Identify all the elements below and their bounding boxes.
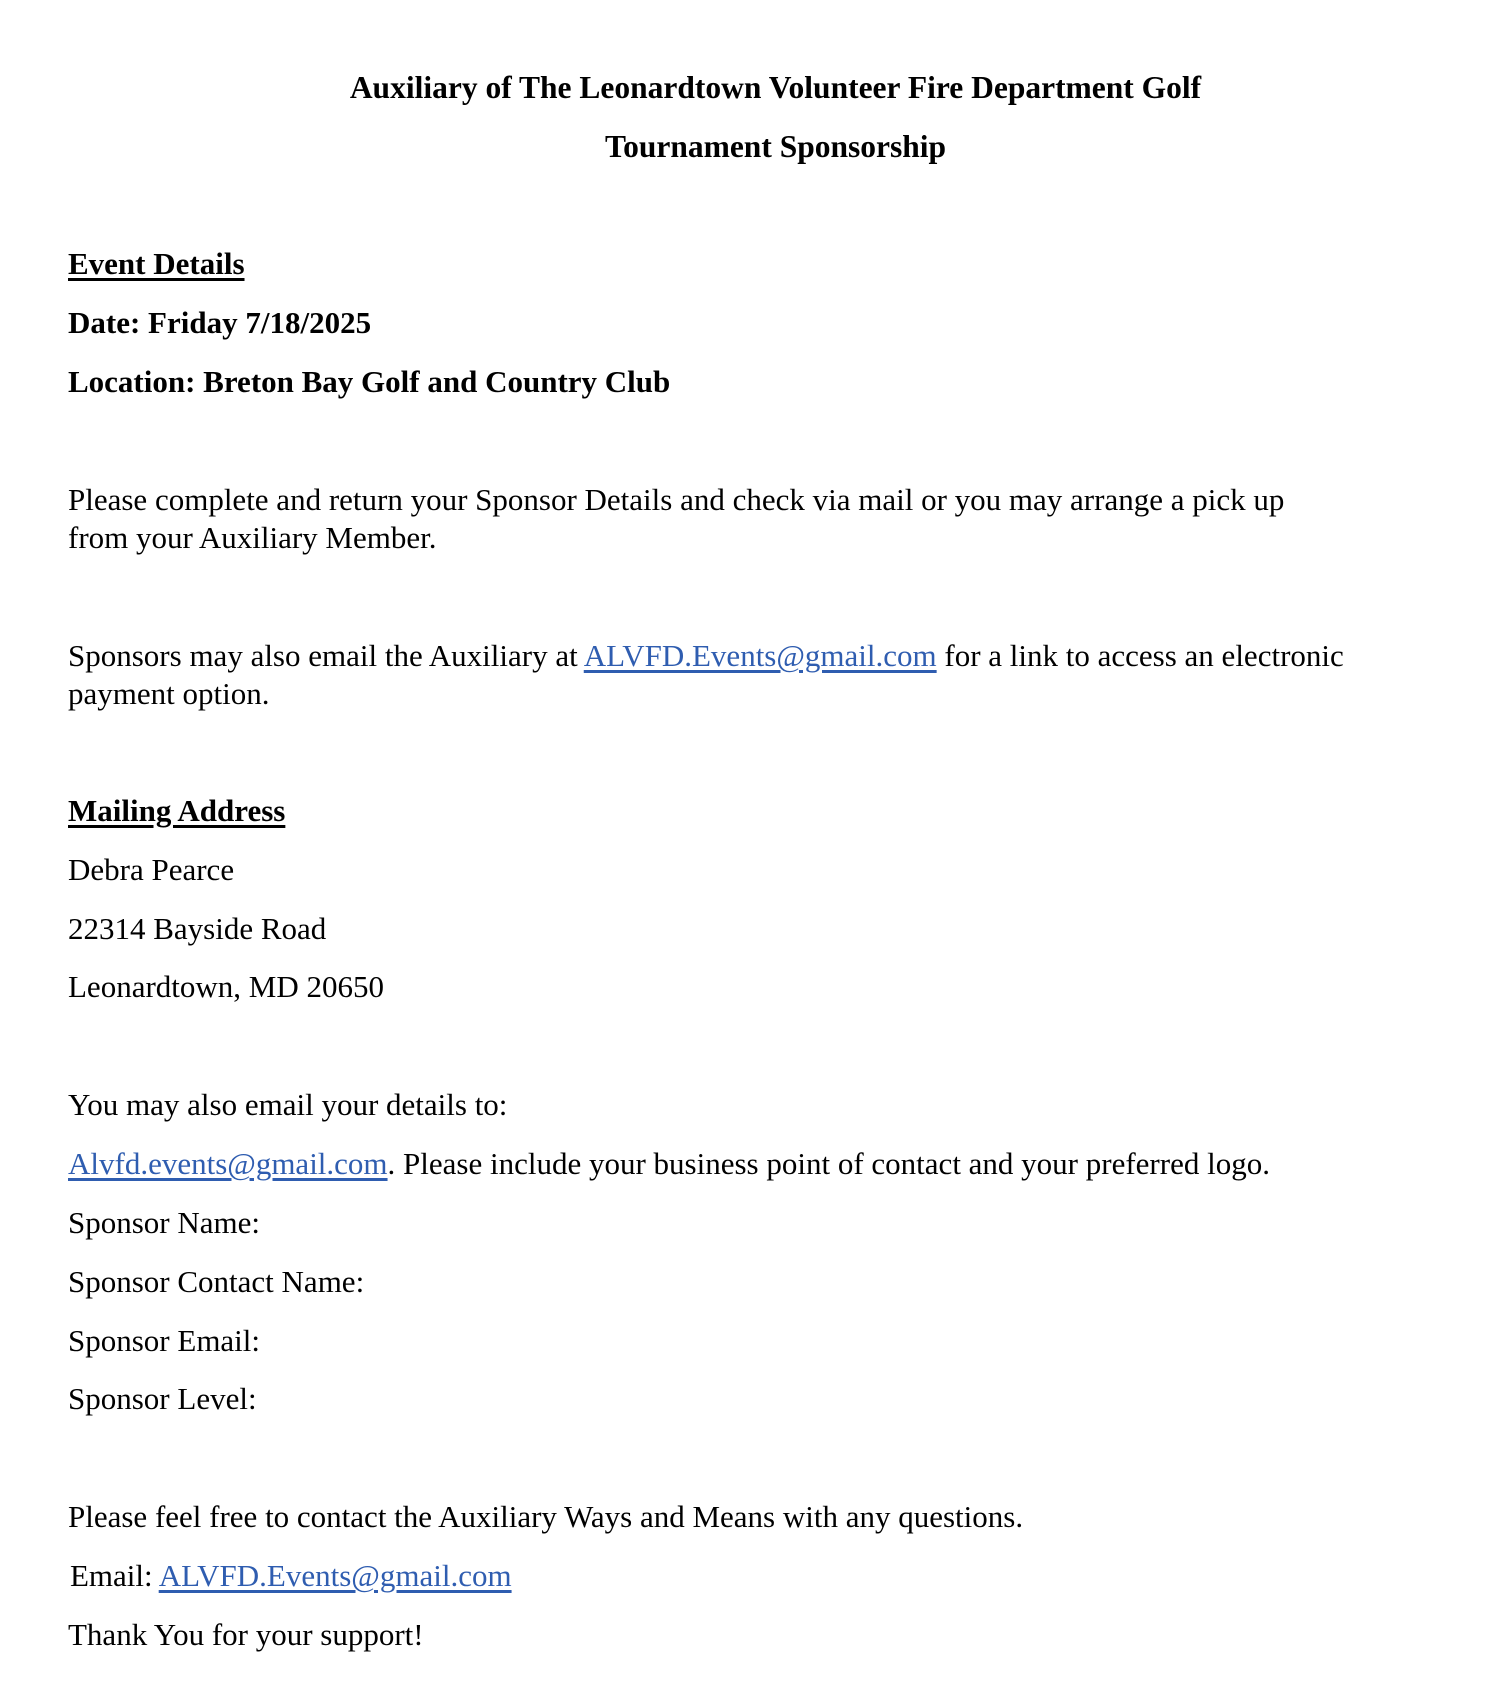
instructions-paragraph-2-line-1 [68, 637, 1344, 675]
details-email-link[interactable]: Alvfd.events@gmail.com [68, 1146, 388, 1181]
sponsor-contact-name-label: Sponsor Contact Name: [68, 1264, 365, 1299]
paragraph-2-text-after: for a link to access an electronic [936, 638, 1344, 673]
mailing-address-heading: Mailing Address [68, 793, 286, 828]
email-details-instruction: . Please include your business point of contact and your preferred logo. [387, 1146, 1270, 1181]
instructions-paragraph-1-line-1: Please complete and return your Sponsor Details and check via mail or you may arrange a pick up [68, 482, 1285, 517]
instructions-paragraph-1-line-2: from your Auxiliary Member. [68, 520, 437, 555]
email-details-line [68, 1145, 1270, 1183]
closing-email-link[interactable]: ALVFD.Events@gmail.com [158, 1558, 512, 1593]
sponsor-email-label: Sponsor Email: [68, 1323, 261, 1358]
instructions-paragraph-2-line-2: payment option. [68, 676, 270, 711]
document-title-line-2: Tournament Sponsorship [604, 129, 947, 164]
event-date: Date: Friday 7/18/2025 [68, 305, 372, 340]
mailing-address-city: Leonardtown, MD 20650 [68, 969, 384, 1004]
mailing-address-name: Debra Pearce [68, 852, 235, 887]
sponsor-level-label: Sponsor Level: [68, 1381, 257, 1416]
closing-thanks: Thank You for your support! [68, 1617, 424, 1652]
mailing-address-street: 22314 Bayside Road [68, 911, 327, 946]
document-title-line-1: Auxiliary of The Leonardtown Volunteer Fire Department Golf [349, 70, 1202, 105]
event-details-heading: Event Details [68, 246, 245, 281]
paragraph-2-text-before: Sponsors may also email the Auxiliary at [68, 638, 584, 673]
event-location: Location: Breton Bay Golf and Country Club [68, 364, 671, 399]
sponsor-name-label: Sponsor Name: [68, 1205, 261, 1240]
events-email-link[interactable]: ALVFD.Events@gmail.com [583, 638, 937, 673]
closing-contact-line: Please feel free to contact the Auxiliary Ways and Means with any questions. [68, 1499, 1024, 1534]
closing-email-label: Email: [70, 1558, 159, 1593]
email-details-intro: You may also email your details to: [68, 1087, 508, 1122]
closing-email-line [70, 1557, 512, 1595]
